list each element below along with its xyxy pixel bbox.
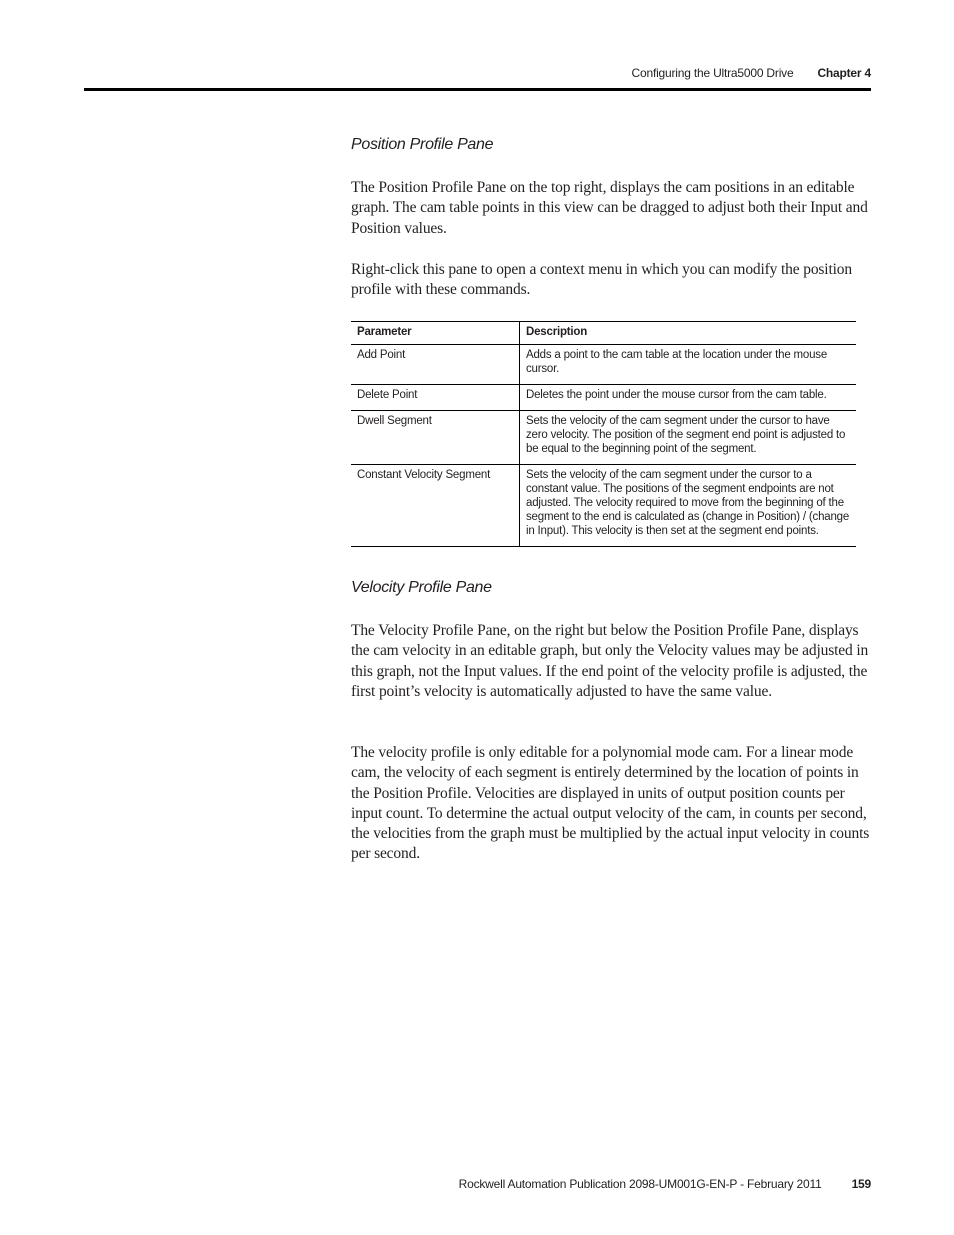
- parameter-cell: Constant Velocity Segment: [351, 465, 520, 547]
- column-header-description: Description: [520, 322, 857, 345]
- header-chapter: Chapter 4: [817, 66, 871, 80]
- description-cell: Deletes the point under the mouse cursor from the cam table.: [520, 385, 857, 411]
- running-header: [632, 66, 871, 80]
- position-profile-paragraph-2-wrap: [351, 260, 871, 301]
- parameter-cell: Delete Point: [351, 385, 520, 411]
- position-profile-paragraph-1-wrap: [351, 178, 871, 239]
- description-cell: Sets the velocity of the cam segment under the cursor to a constant value. The positions of the segment endpoints are not adjusted. The velocity required to move from the beginning of the segment to the end is calculated as (change in Position) / (change in Input). This velocity is then set at the segment end points.: [520, 465, 857, 547]
- description-cell: Adds a point to the cam table at the location under the mouse cursor.: [520, 345, 857, 385]
- position-profile-heading: Position Profile Pane: [351, 136, 494, 153]
- description-cell: Sets the velocity of the cam segment under the cursor to have zero velocity. The position of the segment end point is adjusted to be equal to the beginning point of the segment.: [520, 411, 857, 465]
- table-row: [351, 385, 856, 411]
- parameter-cell: Add Point: [351, 345, 520, 385]
- position-profile-paragraph-1: The Position Profile Pane on the top right, displays the cam positions in an editable graph. The cam table points in this view can be dragged to adjust both their Input and Position values.: [351, 179, 868, 237]
- footer-publication: Rockwell Automation Publication 2098-UM001G-EN-P - February 2011: [458, 1177, 822, 1191]
- table-row: [351, 411, 856, 465]
- position-profile-section: [351, 136, 871, 154]
- table-header-row: [351, 322, 856, 345]
- parameter-cell: Dwell Segment: [351, 411, 520, 465]
- table-row: [351, 465, 856, 547]
- velocity-profile-section: [351, 579, 871, 597]
- velocity-profile-paragraph-1-wrap: [351, 621, 871, 702]
- page-footer: [459, 1177, 871, 1191]
- position-profile-paragraph-2: Right-click this pane to open a context menu in which you can modify the position profile with these commands.: [351, 261, 852, 299]
- commands-table: [351, 321, 856, 547]
- page-number: 159: [851, 1177, 871, 1191]
- column-header-parameter: Parameter: [351, 322, 520, 345]
- header-rule: [84, 88, 871, 91]
- velocity-profile-paragraph-2: The velocity profile is only editable for a polynomial mode cam. For a linear mode cam, the velocity of each segment is entirely determined by the location of points in the Position Profile. Velocities are displayed in units of output position counts per input count. To determine the actual output velocity of the cam, in counts per second, the velocities from the graph must be multiplied by the actual input velocity in counts per second.: [351, 744, 870, 863]
- velocity-profile-paragraph-2-wrap: [351, 743, 871, 865]
- header-section-title: Configuring the Ultra5000 Drive: [631, 66, 794, 80]
- velocity-profile-paragraph-1: The Velocity Profile Pane, on the right but below the Position Profile Pane, displays the cam velocity in an editable graph, but only the Velocity values may be adjusted in this graph, not the Input values. If the end point of the velocity profile is adjusted, the first point’s velocity is automatically adjusted to have the same value.: [351, 622, 869, 700]
- velocity-profile-heading: Velocity Profile Pane: [351, 579, 492, 596]
- table-row: [351, 345, 856, 385]
